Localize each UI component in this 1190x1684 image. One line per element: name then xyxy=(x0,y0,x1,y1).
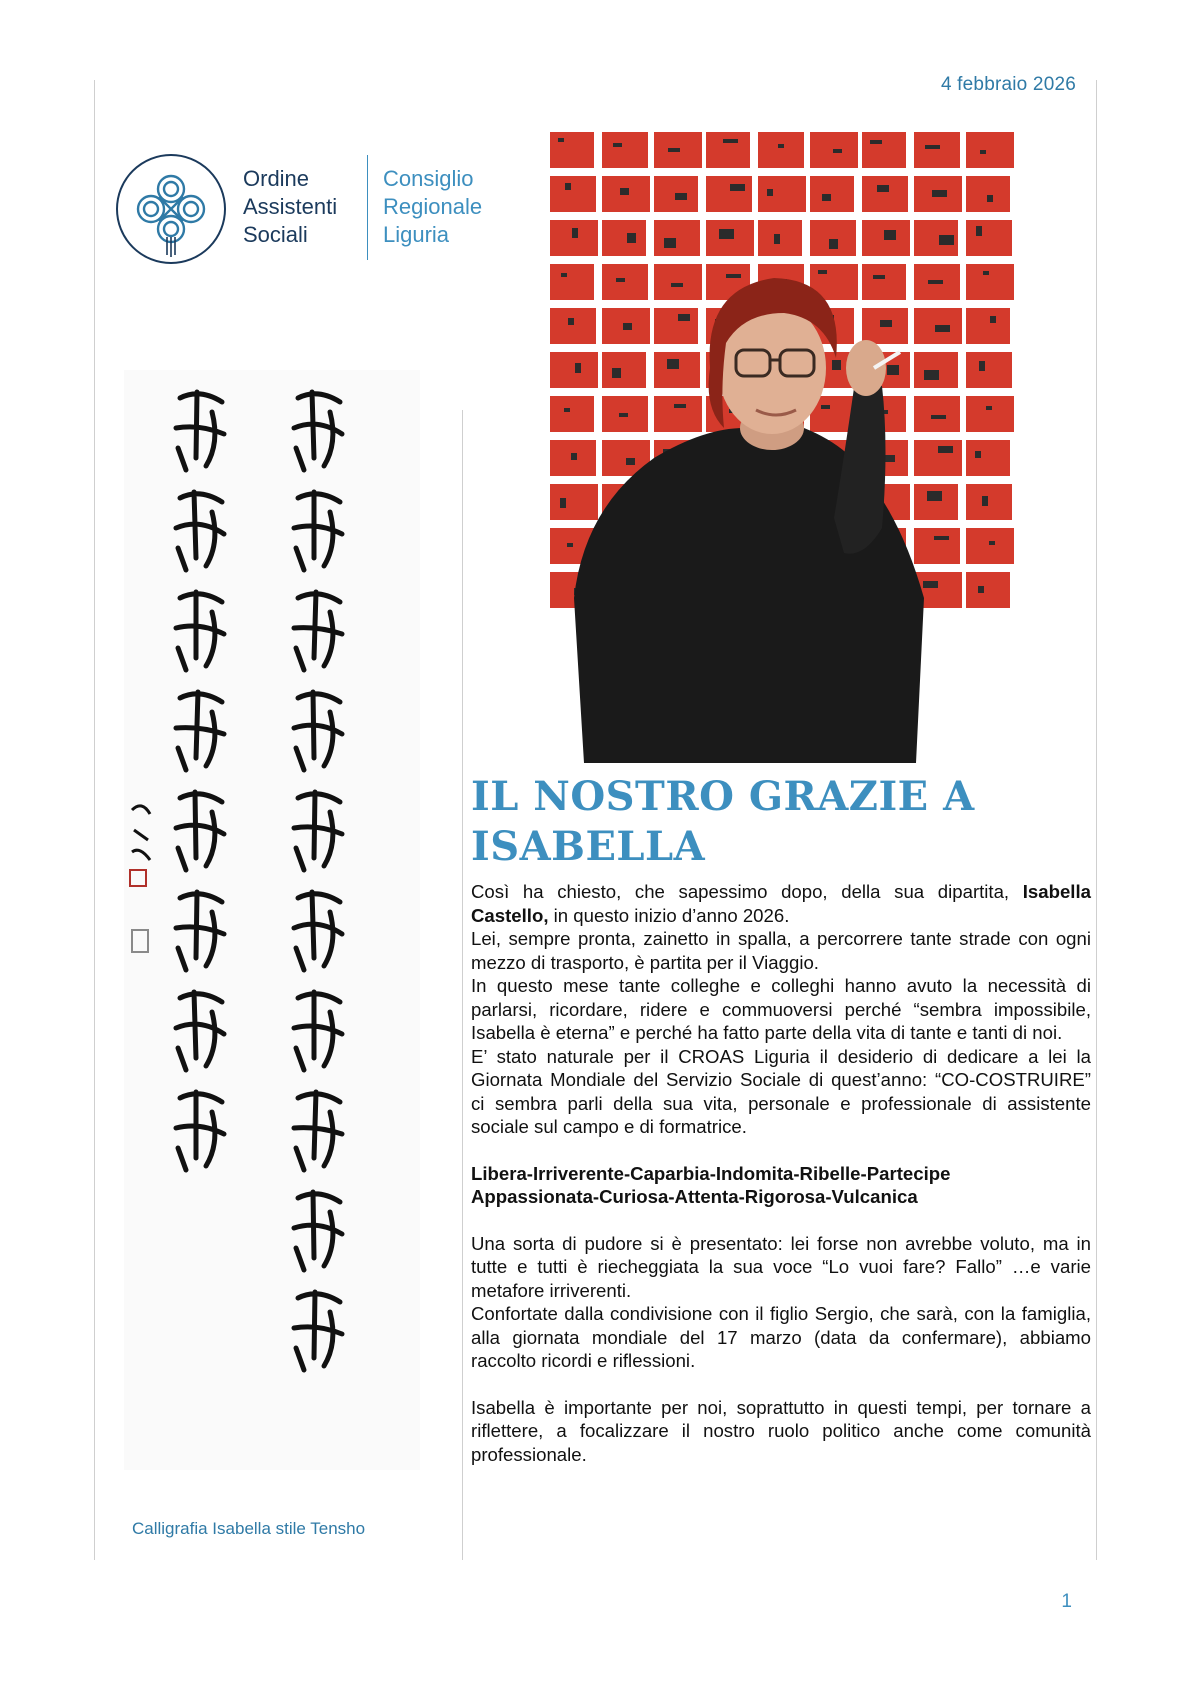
red-tile xyxy=(914,132,960,168)
logo-region xyxy=(383,165,482,249)
red-tile xyxy=(602,352,646,388)
tile-stain xyxy=(870,140,882,144)
seal-stamp xyxy=(132,930,148,952)
document-date: 4 febbraio 2026 xyxy=(940,74,1076,95)
tile-stain xyxy=(931,415,946,419)
tile-stain xyxy=(575,363,581,373)
red-tile xyxy=(966,396,1014,432)
tile-stain xyxy=(829,239,838,249)
red-tile xyxy=(550,264,594,300)
calligraphy-character xyxy=(294,992,342,1070)
tile-stain xyxy=(983,271,989,275)
red-tile xyxy=(550,308,596,344)
tile-stain xyxy=(989,541,995,545)
calligraphy-character xyxy=(294,1192,342,1270)
tile-stain xyxy=(975,451,981,458)
knot-emblem-icon xyxy=(115,153,227,265)
article-title xyxy=(471,772,1091,872)
tile-stain xyxy=(833,149,842,153)
intro-name: Isabella Castello, xyxy=(471,881,1091,926)
calligraphy-character xyxy=(294,892,342,970)
tile-stain xyxy=(934,536,949,540)
article-body xyxy=(471,880,1091,1466)
hand-shape xyxy=(846,340,886,396)
red-tile xyxy=(966,220,1012,256)
tile-stain xyxy=(982,496,988,506)
red-tile xyxy=(758,132,804,168)
tile-stain xyxy=(821,405,830,409)
tile-stain xyxy=(612,368,621,378)
seal-stamp xyxy=(130,870,146,886)
red-tile xyxy=(550,352,598,388)
red-tile xyxy=(706,132,750,168)
calligraphy-strokes xyxy=(124,370,420,1470)
body-paragraph: Confortate dalla condivisione con il figlio Sergio, che sarà, con la famiglia, alla giornata mondiale del 17 marzo (data da confermare), abbiamo raccolto ricordi e riflessioni. xyxy=(471,1303,1091,1371)
tile-stain xyxy=(976,226,982,236)
red-tile xyxy=(654,352,700,388)
closing-paragraph: Isabella è importante per noi, soprattutto in questi tempi, per tornare a riflettere, a focalizzare il nostro ruolo politico anche come comunità professionale. xyxy=(471,1396,1091,1465)
tile-stain xyxy=(568,318,574,325)
tile-stain xyxy=(626,458,635,465)
calligraphy-caption: Calligrafia Isabella stile Tensho xyxy=(132,1519,366,1538)
calligraphy-character xyxy=(176,792,224,870)
page-number: 1 xyxy=(1061,1591,1072,1612)
tile-stain xyxy=(730,184,745,191)
tile-stain xyxy=(767,189,773,196)
left-margin-line xyxy=(94,80,95,1560)
tile-stain xyxy=(778,144,784,148)
tile-stain xyxy=(774,234,780,244)
tile-stain xyxy=(928,280,943,284)
red-tile xyxy=(654,308,698,344)
tile-stain xyxy=(664,238,676,248)
red-tile xyxy=(602,132,648,168)
calligraphy-character xyxy=(176,692,224,770)
red-tile xyxy=(810,176,854,212)
tile-stain xyxy=(613,143,622,147)
tile-stain xyxy=(719,229,734,239)
tile-stain xyxy=(990,316,996,323)
tile-stain xyxy=(668,148,680,152)
red-tile xyxy=(966,132,1014,168)
tile-stain xyxy=(667,359,679,369)
title-line: ISABELLA xyxy=(471,823,706,870)
red-tile xyxy=(706,176,752,212)
tile-stain xyxy=(560,498,566,508)
tile-stain xyxy=(678,314,690,321)
portrait-photo xyxy=(544,128,1020,763)
red-tile xyxy=(810,220,856,256)
red-tile xyxy=(966,176,1010,212)
red-tile xyxy=(914,528,960,564)
logo-region-line: Regionale xyxy=(383,194,483,219)
tile-stain xyxy=(925,145,940,149)
red-tile xyxy=(966,484,1012,520)
title-line: IL NOSTRO GRAZIE A xyxy=(471,773,975,820)
red-tile xyxy=(966,264,1014,300)
red-tile xyxy=(862,176,908,212)
tile-stain xyxy=(726,274,741,278)
red-tile xyxy=(654,264,702,300)
red-tile xyxy=(758,176,806,212)
tile-stain xyxy=(887,365,899,375)
calligraphy-character xyxy=(294,592,342,670)
logo-separator xyxy=(367,155,368,260)
tile-stain xyxy=(873,275,885,279)
tile-stain xyxy=(880,320,892,327)
logo-name-line: Ordine xyxy=(243,166,310,191)
logo-name xyxy=(243,165,337,249)
tile-stain xyxy=(818,270,827,274)
red-tile xyxy=(966,308,1010,344)
tile-stain xyxy=(561,273,567,277)
red-tile xyxy=(862,132,906,168)
tile-stain xyxy=(938,446,953,453)
tile-stain xyxy=(822,194,831,201)
calligraphy-character xyxy=(176,492,224,570)
logo-name-line: Assistenti xyxy=(243,194,338,219)
tile-stain xyxy=(675,193,687,200)
tile-stain xyxy=(723,139,738,143)
tile-stain xyxy=(884,230,896,240)
red-tile xyxy=(550,176,596,212)
red-tile xyxy=(966,572,1010,608)
tile-stain xyxy=(564,408,570,412)
body-paragraph: E’ stato naturale per il CROAS Liguria il desiderio di dedicare a lei la Giornata Mondiale del Servizio Sociale di quest’anno: “CO-COSTRUIRE” ci sembra parli della sua vita, personale e professionale di assistente sociale sul campo e di formatrice. xyxy=(471,1045,1091,1137)
tile-stain xyxy=(565,183,571,190)
oas-logo xyxy=(115,153,535,273)
tile-stain xyxy=(877,185,889,192)
intro-text-end: in questo inizio d’anno 2026. xyxy=(548,904,790,926)
tile-stain xyxy=(923,581,938,588)
tile-stain xyxy=(924,370,939,380)
right-margin-line xyxy=(1096,80,1097,1560)
calligraphy-character xyxy=(294,792,342,870)
red-tile xyxy=(550,396,594,432)
body-paragraph: Una sorta di pudore si è presentato: lei forse non avrebbe voluto, ma in tutte e tutti è riecheggiata la sua voce “Lo vuoi fare? Fallo” …e varie metafore irriverenti. xyxy=(471,1232,1091,1301)
calligraphy-character xyxy=(176,1092,224,1170)
calligraphy-character xyxy=(294,492,342,570)
calligraphy-character xyxy=(294,392,342,470)
tile-stain xyxy=(927,491,942,501)
logo-region-line: Liguria xyxy=(383,222,450,247)
tile-stain xyxy=(558,138,564,142)
portrait-illustration xyxy=(544,128,1020,763)
tile-stain xyxy=(571,453,577,460)
tile-stain xyxy=(979,361,985,371)
tile-stain xyxy=(986,406,992,410)
tile-stain xyxy=(987,195,993,202)
intro-text: Così ha chiesto, che sapessimo dopo, della sua dipartita, xyxy=(471,881,1010,902)
logo-region-line: Consiglio xyxy=(383,166,474,191)
signature-mark xyxy=(132,806,150,860)
body-paragraph: Lei, sempre pronta, zainetto in spalla, a percorrere tante strade con ogni mezzo di trasporto, è partita per il Viaggio. xyxy=(471,928,1091,973)
calligraphy-character xyxy=(176,992,224,1070)
red-tile xyxy=(966,352,1012,388)
tile-stain xyxy=(567,543,573,547)
calligraphy-character xyxy=(294,1092,342,1170)
calligraphy-image xyxy=(124,370,420,1470)
red-tile xyxy=(654,396,702,432)
red-tile xyxy=(862,264,906,300)
keywords-line: Libera-Irriverente-Caparbia-Indomita-Ribelle-Partecipe xyxy=(471,1162,951,1184)
calligraphy-character xyxy=(176,592,224,670)
tile-stain xyxy=(620,188,629,195)
tile-stain xyxy=(978,586,984,593)
column-divider-line xyxy=(462,410,463,1560)
red-tile xyxy=(914,484,958,520)
tile-stain xyxy=(980,150,986,154)
red-tile xyxy=(654,220,700,256)
red-tile xyxy=(966,440,1010,476)
tile-stain xyxy=(674,404,686,408)
tile-stain xyxy=(832,360,841,370)
keywords-line: Appassionata-Curiosa-Attenta-Rigorosa-Vulcanica xyxy=(471,1186,918,1207)
red-tile xyxy=(966,528,1014,564)
calligraphy-character xyxy=(294,1292,342,1370)
red-tile xyxy=(550,484,598,520)
tile-stain xyxy=(935,325,950,332)
tile-stain xyxy=(572,228,578,238)
tile-stain xyxy=(932,190,947,197)
calligraphy-character xyxy=(176,892,224,970)
red-tile xyxy=(550,132,594,168)
calligraphy-character xyxy=(176,392,224,470)
tile-stain xyxy=(623,323,632,330)
logo-name-line: Sociali xyxy=(243,222,308,247)
tile-stain xyxy=(616,278,625,282)
intro-paragraph xyxy=(471,880,1091,927)
red-tile xyxy=(914,396,960,432)
tile-stain xyxy=(627,233,636,243)
tile-stain xyxy=(939,235,954,245)
tile-stain xyxy=(671,283,683,287)
calligraphy-character xyxy=(294,692,342,770)
tile-stain xyxy=(619,413,628,417)
red-tile xyxy=(914,440,962,476)
body-paragraph: In questo mese tante colleghe e colleghi hanno avuto la necessità di parlarsi, ricordare, ridere e commuoversi perché “sembra impossibile, Isabella è eterna” e perché ha fatto parte della vita di tante e tanti di noi. xyxy=(471,975,1091,1043)
red-tile xyxy=(602,220,646,256)
